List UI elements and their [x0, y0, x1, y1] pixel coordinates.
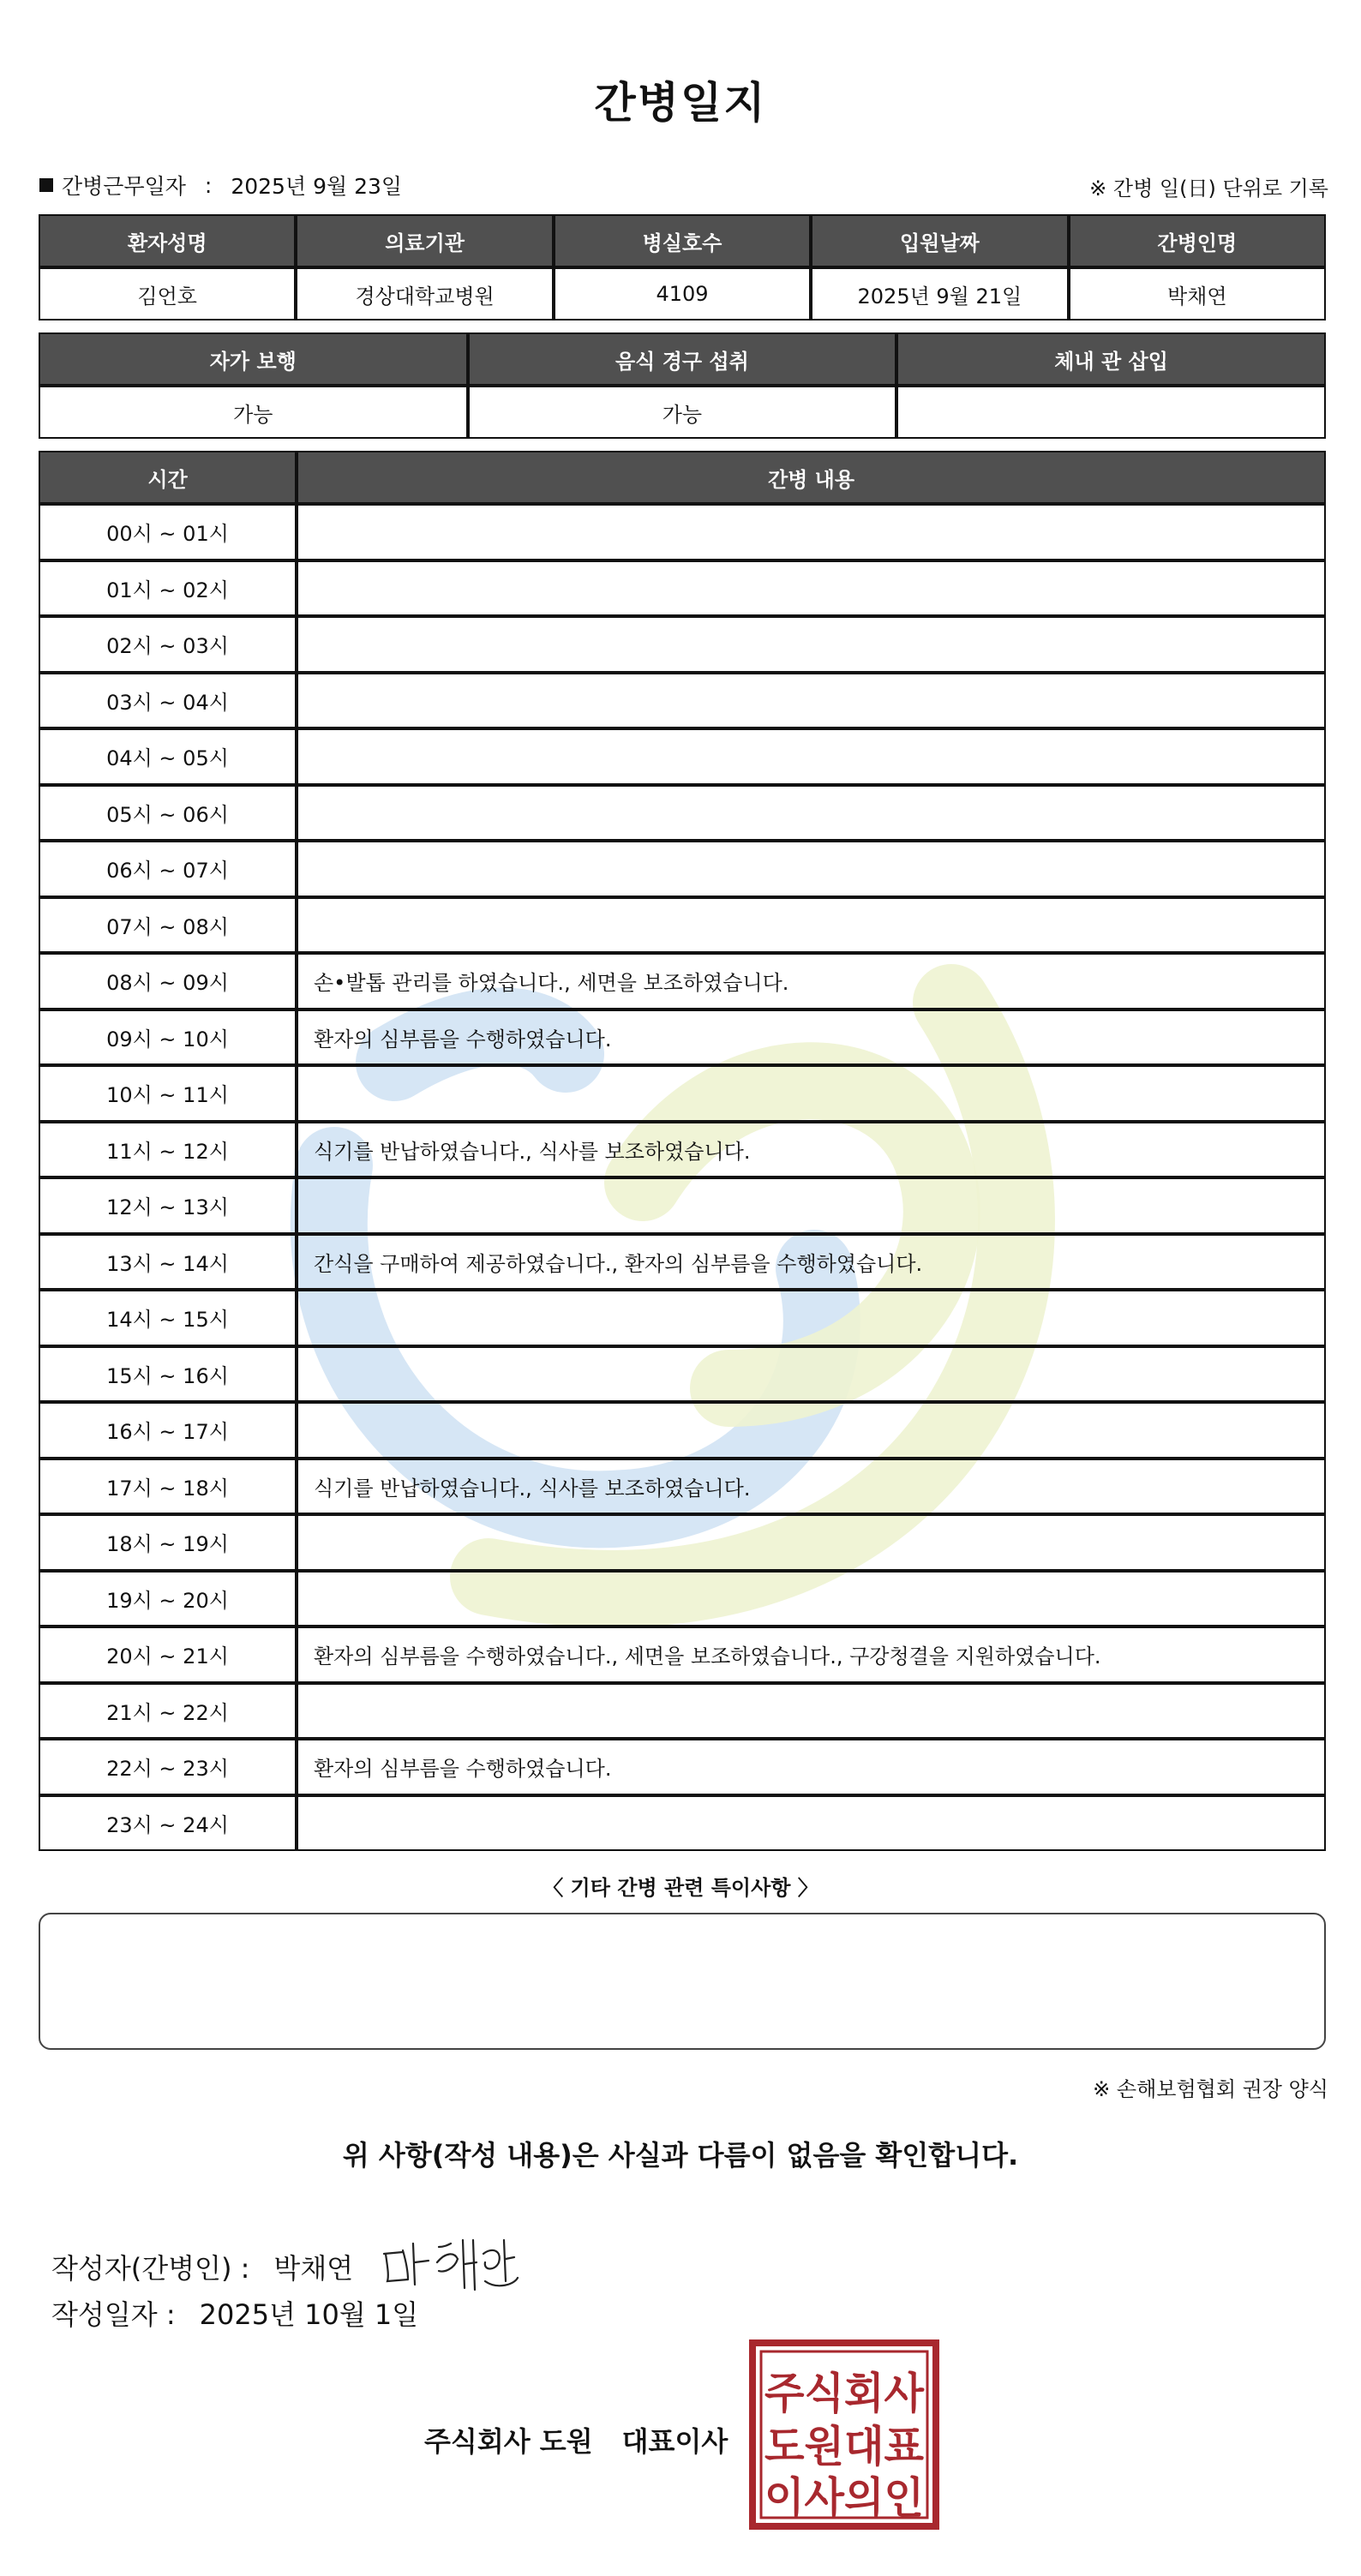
care-content — [297, 1065, 1326, 1122]
time-slot: 13시 ~ 14시 — [39, 1234, 297, 1291]
time-slot: 05시 ~ 06시 — [39, 785, 297, 842]
time-slot: 01시 ~ 02시 — [39, 560, 297, 617]
work-date-label: 간병근무일자 — [62, 174, 186, 199]
time-slot: 22시 ~ 23시 — [39, 1739, 297, 1795]
care-log-row — [39, 1177, 1326, 1234]
written-date-value: 2025년 10월 1일 — [199, 2298, 419, 2331]
seal-text-line: 이사의인 — [764, 2473, 924, 2523]
care-log-row — [39, 1795, 1326, 1852]
care-log-row — [39, 560, 1326, 617]
time-slot: 20시 ~ 21시 — [39, 1626, 297, 1683]
hospital-value: 경상대학교병원 — [296, 267, 553, 321]
care-log-row — [39, 1122, 1326, 1178]
care-content — [297, 504, 1326, 560]
patient-info-value-row — [39, 267, 1326, 321]
time-slot: 21시 ~ 22시 — [39, 1683, 297, 1740]
care-log-row — [39, 1626, 1326, 1683]
care-log-header-row — [39, 451, 1326, 504]
work-date-value: 2025년 9월 23일 — [231, 174, 403, 199]
time-slot: 15시 ~ 16시 — [39, 1346, 297, 1403]
header-admission-date: 입원날짜 — [811, 214, 1068, 267]
header-time: 시간 — [39, 451, 297, 504]
time-slot: 04시 ~ 05시 — [39, 728, 297, 785]
care-log-row — [39, 728, 1326, 785]
care-log-row — [39, 616, 1326, 673]
care-content — [297, 1795, 1326, 1852]
care-content: 식기를 반납하였습니다., 식사를 보조하였습니다. — [297, 1122, 1326, 1178]
time-slot: 19시 ~ 20시 — [39, 1571, 297, 1627]
care-log-row — [39, 1571, 1326, 1627]
header-caregiver-name: 간병인명 — [1069, 214, 1326, 267]
time-slot: 18시 ~ 19시 — [39, 1514, 297, 1571]
care-log-row — [39, 1683, 1326, 1740]
care-content — [297, 1402, 1326, 1459]
care-log-row — [39, 1234, 1326, 1291]
square-bullet-icon — [39, 178, 53, 192]
writer-name: 박채연 — [273, 2252, 354, 2285]
time-slot: 06시 ~ 07시 — [39, 841, 297, 897]
header-tube-insertion: 체내 관 삽입 — [896, 332, 1326, 386]
patient-status-header-row — [39, 332, 1326, 386]
care-content: 환자의 심부름을 수행하였습니다. — [297, 1739, 1326, 1795]
care-content — [297, 560, 1326, 617]
time-slot: 14시 ~ 15시 — [39, 1290, 297, 1346]
ceo-title: 대표이사 — [621, 2425, 728, 2458]
time-slot: 07시 ~ 08시 — [39, 897, 297, 954]
care-log-row — [39, 1290, 1326, 1346]
care-content — [297, 673, 1326, 729]
care-log-row — [39, 1065, 1326, 1122]
care-content: 손•발톱 관리를 하였습니다., 세면을 보조하였습니다. — [297, 953, 1326, 1009]
seal-text-line: 도원대표 — [764, 2422, 925, 2471]
time-slot: 02시 ~ 03시 — [39, 616, 297, 673]
patient-info-header-row — [39, 214, 1326, 267]
time-slot: 12시 ~ 13시 — [39, 1177, 297, 1234]
care-log-row — [39, 1514, 1326, 1571]
unit-note: ※ 간병 일(日) 단위로 기록 — [1089, 177, 1328, 201]
care-content: 식기를 반납하였습니다., 식사를 보조하였습니다. — [297, 1459, 1326, 1515]
time-slot: 23시 ~ 24시 — [39, 1795, 297, 1852]
seal-text-line: 주식회사 — [764, 2369, 925, 2418]
care-content — [297, 1683, 1326, 1740]
work-date-separator: : — [204, 172, 213, 198]
care-content — [297, 1571, 1326, 1627]
header-self-walking: 자가 보행 — [39, 332, 468, 386]
care-content — [297, 785, 1326, 842]
care-content — [297, 1290, 1326, 1346]
patient-name-value: 김언호 — [39, 267, 296, 321]
care-content — [297, 841, 1326, 897]
confirmation-statement: 위 사항(작성 내용)은 사실과 다름이 없음을 확인합니다. — [342, 2139, 1019, 2172]
header-oral-intake: 음식 경구 섭취 — [468, 332, 897, 386]
care-log-row — [39, 1402, 1326, 1459]
time-slot: 11시 ~ 12시 — [39, 1122, 297, 1178]
header-hospital: 의료기관 — [296, 214, 553, 267]
care-log-row — [39, 504, 1326, 560]
written-date-line — [51, 2293, 418, 2333]
care-content: 환자의 심부름을 수행하였습니다. — [297, 1009, 1326, 1066]
care-content — [297, 1514, 1326, 1571]
care-content — [297, 1346, 1326, 1403]
patient-info-table — [39, 214, 1326, 321]
care-log-row — [39, 897, 1326, 954]
care-content — [297, 616, 1326, 673]
patient-status-value-row — [39, 386, 1326, 439]
writer-label: 작성자(간병인) : — [51, 2252, 250, 2285]
care-log-row — [39, 841, 1326, 897]
notes-title: 〈 기타 간병 관련 특이사항 〉 — [543, 1876, 818, 1900]
written-date-label: 작성일자 : — [51, 2298, 176, 2331]
care-content — [297, 897, 1326, 954]
time-slot: 03시 ~ 04시 — [39, 673, 297, 729]
header-patient-name: 환자성명 — [39, 214, 296, 267]
care-content: 간식을 구매하여 제공하였습니다., 환자의 심부름을 수행하였습니다. — [297, 1234, 1326, 1291]
care-content — [297, 1177, 1326, 1234]
care-log-row — [39, 953, 1326, 1009]
care-content: 환자의 심부름을 수행하였습니다., 세면을 보조하였습니다., 구강청결을 지원하였습니다. — [297, 1626, 1326, 1683]
admission-date-value: 2025년 9월 21일 — [811, 267, 1068, 321]
header-room-number: 병실호수 — [554, 214, 811, 267]
oral-intake-value: 가능 — [468, 386, 897, 439]
care-log-row — [39, 1009, 1326, 1066]
company-seal-stamp — [747, 2338, 941, 2531]
care-log-body — [39, 504, 1326, 1851]
company-name: 주식회사 도원 — [424, 2425, 593, 2458]
time-slot: 17시 ~ 18시 — [39, 1459, 297, 1515]
time-slot: 00시 ~ 01시 — [39, 504, 297, 560]
page-title: 간병일지 — [594, 78, 767, 128]
caregiver-name-value: 박채연 — [1069, 267, 1326, 321]
form-source-note: ※ 손해보험협회 권장 양식 — [1093, 2077, 1328, 2101]
patient-status-table — [39, 332, 1326, 439]
header-care-content: 간병 내용 — [297, 451, 1326, 504]
care-log-row — [39, 1459, 1326, 1515]
care-log-row — [39, 673, 1326, 729]
care-log-row — [39, 785, 1326, 842]
tube-insertion-value — [896, 386, 1326, 439]
time-slot: 16시 ~ 17시 — [39, 1402, 297, 1459]
time-slot: 10시 ~ 11시 — [39, 1065, 297, 1122]
care-log-row — [39, 1346, 1326, 1403]
care-log-row — [39, 1739, 1326, 1795]
time-slot: 08시 ~ 09시 — [39, 953, 297, 1009]
self-walking-value: 가능 — [39, 386, 468, 439]
special-notes-box — [39, 1913, 1326, 2050]
time-slot: 09시 ~ 10시 — [39, 1009, 297, 1066]
care-content — [297, 728, 1326, 785]
company-line — [424, 2420, 728, 2459]
work-date-line — [39, 170, 402, 201]
hourly-care-log-table — [39, 451, 1326, 1851]
room-number-value: 4109 — [554, 267, 811, 321]
